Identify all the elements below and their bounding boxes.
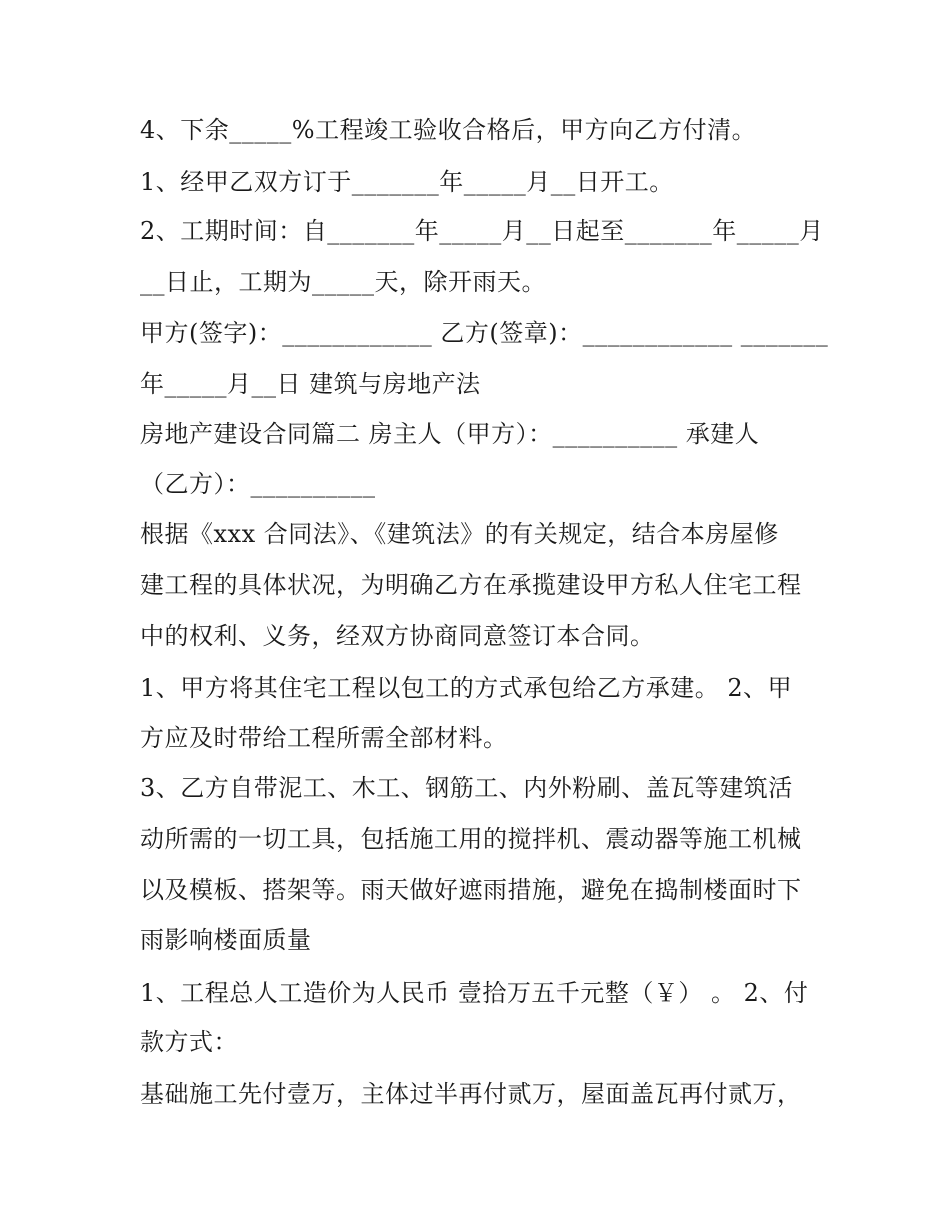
text-line: __日止，工期为_____天，除开雨天。: [140, 268, 546, 296]
text-line: 1、经甲乙双方订于_______年_____月__日开工。: [140, 168, 674, 196]
text-line: 房地产建设合同篇二 房主人（甲方）：__________ 承建人: [140, 420, 760, 448]
text-line: 2、工期时间：自_______年_____月__日起至_______年_____月: [140, 217, 824, 245]
text-line: 动所需的一切工具，包括施工用的搅拌机、震动器等施工机械: [140, 825, 802, 853]
text-line: 方应及时带给工程所需全部材料。: [140, 724, 508, 752]
text-line: （乙方）：__________: [140, 470, 376, 498]
text-line: 1、工程总人工造价为人民币 壹拾万五千元整（￥） 。 2、付: [140, 979, 809, 1007]
text-line: 以及模板、搭架等。雨天做好遮雨措施，避免在捣制楼面时下: [140, 876, 802, 904]
text-line: 3、乙方自带泥工、木工、钢筋工、内外粉刷、盖瓦等建筑活: [140, 774, 793, 802]
text-line: 雨影响楼面质量: [140, 926, 312, 954]
text-line: 根据《xxx 合同法》、《建筑法》的有关规定，结合本房屋修: [140, 520, 779, 548]
text-line: 中的权利、义务，经双方协商同意签订本合同。: [140, 622, 655, 650]
text-line: 款方式：: [140, 1028, 238, 1056]
text-line: 1、甲方将其住宅工程以包工的方式承包给乙方承建。 2、甲: [140, 674, 793, 702]
text-line: 甲方(签字)：____________ 乙方(签章)：____________ _______: [140, 319, 829, 347]
text-line: 4、下余_____%工程竣工验收合格后，甲方向乙方付清。: [140, 116, 757, 144]
text-line: 基础施工先付壹万，主体过半再付贰万，屋面盖瓦再付贰万，: [140, 1080, 802, 1108]
text-line: 年_____月__日 建筑与房地产法: [140, 370, 481, 398]
text-line: 建工程的具体状况，为明确乙方在承揽建设甲方私人住宅工程: [140, 571, 802, 599]
